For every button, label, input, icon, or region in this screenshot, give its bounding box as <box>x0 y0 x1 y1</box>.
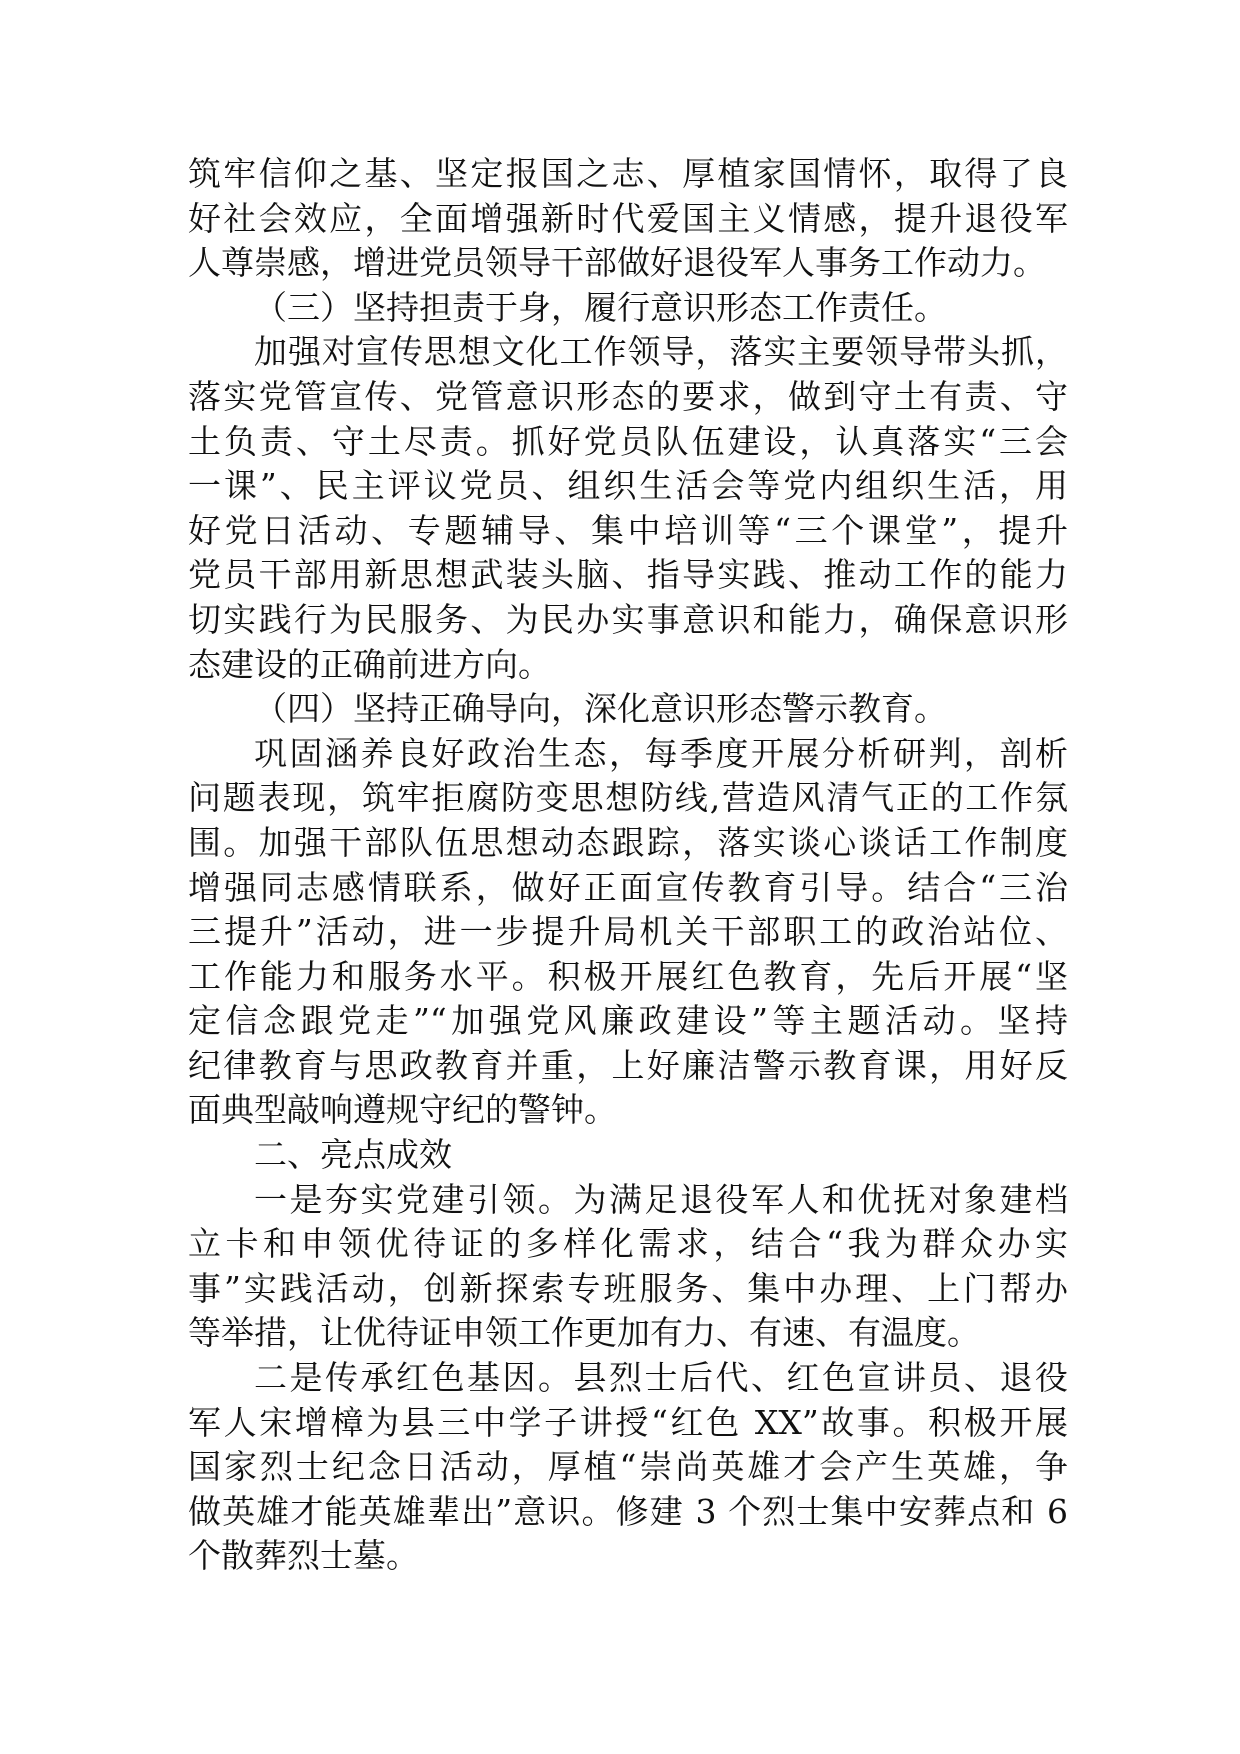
text-line: 军人宋增樟为县三中学子讲授“红色 XX”故事。积极开展 <box>188 1402 1068 1442</box>
text-line: 人尊崇感，增进党员领导干部做好退役军人事务工作动力。 <box>188 243 1046 283</box>
text-line: 一课”、民主评议党员、组织生活会等党内组织生活，用 <box>188 466 1068 506</box>
text-line: 事”实践活动，创新探索专班服务、集中办理、上门帮办 <box>188 1268 1068 1308</box>
text-line: 纪律教育与思政教育并重，上好廉洁警示教育课，用好反 <box>188 1045 1068 1085</box>
document-body <box>188 152 1068 1579</box>
text-line: 土负责、守土尽责。抓好党员队伍建设，认真落实“三会 <box>188 421 1068 461</box>
text-line: 党员干部用新思想武装头脑、指导实践、推动工作的能力 <box>188 555 1068 595</box>
text-line: 三提升”活动，进一步提升局机关干部职工的政治站位、 <box>188 912 1068 952</box>
text-line: 问题表现，筑牢拒腐防变思想防线,营造风清气正的工作氛 <box>188 778 1068 818</box>
text-line: 加强对宣传思想文化工作领导，落实主要领导带头抓， <box>254 332 1068 372</box>
text-line: 国家烈士纪念日活动，厚植“崇尚英雄才会产生英雄，争 <box>188 1447 1068 1487</box>
text-line: 做英雄才能英雄辈出”意识。修建 3 个烈士集中安葬点和 6 <box>188 1491 1068 1531</box>
text-line: 个散葬烈士墓。 <box>188 1536 419 1576</box>
text-line: 面典型敲响遵规守纪的警钟。 <box>188 1090 617 1130</box>
text-line: 二、亮点成效 <box>254 1135 452 1175</box>
text-line: 一是夯实党建引领。为满足退役军人和优抚对象建档 <box>254 1179 1068 1219</box>
text-line: （四）坚持正确导向，深化意识形态警示教育。 <box>254 689 947 729</box>
text-line: 筑牢信仰之基、坚定报国之志、厚植家国情怀，取得了良 <box>188 154 1068 193</box>
text-line: 切实践行为民服务、为民办实事意识和能力，确保意识形 <box>188 599 1068 639</box>
text-line: 二是传承红色基因。县烈士后代、红色宣讲员、退役 <box>254 1358 1068 1398</box>
text-line: 增强同志感情联系，做好正面宣传教育引导。结合“三治 <box>188 867 1068 907</box>
text-line: （三）坚持担责于身，履行意识形态工作责任。 <box>254 287 947 327</box>
text-line: 立卡和申领优待证的多样化需求，结合“我为群众办实 <box>188 1224 1068 1264</box>
text-line: 态建设的正确前进方向。 <box>188 644 551 684</box>
text-line: 定信念跟党走”“加强党风廉政建设”等主题活动。坚持 <box>188 1001 1068 1041</box>
text-line: 等举措，让优待证申领工作更加有力、有速、有温度。 <box>188 1313 980 1353</box>
text-line: 围。加强干部队伍思想动态跟踪，落实谈心谈话工作制度 <box>188 822 1068 862</box>
text-line: 好社会效应，全面增强新时代爱国主义情感，提升退役军 <box>188 198 1068 238</box>
text-line: 巩固涵养良好政治生态，每季度开展分析研判，剖析 <box>254 733 1068 773</box>
text-line: 好党日活动、专题辅导、集中培训等“三个课堂”，提升 <box>188 510 1068 550</box>
text-line: 落实党管宣传、党管意识形态的要求，做到守土有责、守 <box>188 376 1068 416</box>
text-line: 工作能力和服务水平。积极开展红色教育，先后开展“坚 <box>188 956 1068 996</box>
